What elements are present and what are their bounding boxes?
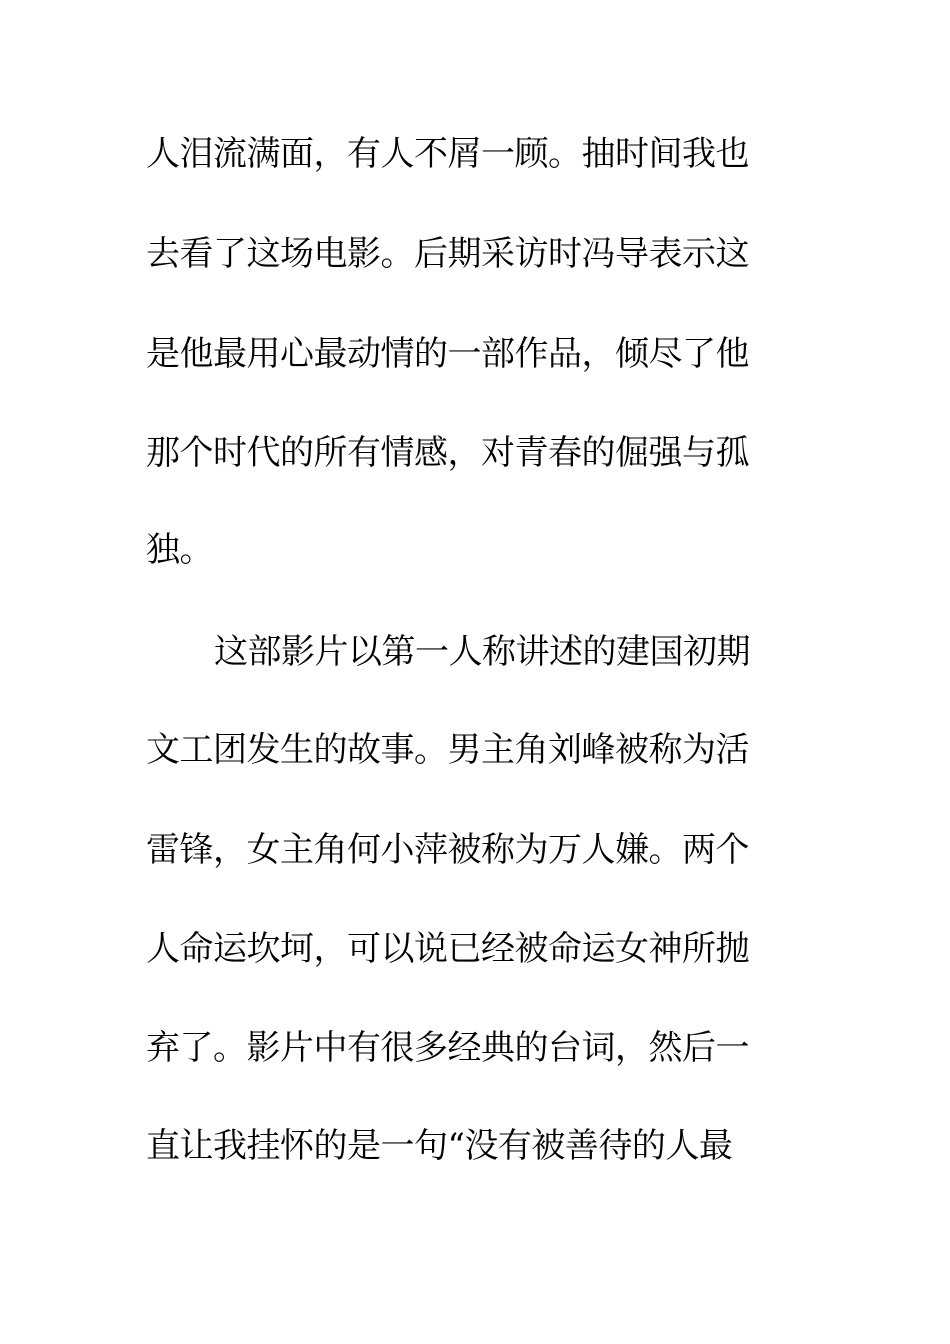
text-line: 独。 bbox=[146, 530, 213, 570]
text-line: 那个时代的所有情感，对青春的倔强与孤 bbox=[146, 433, 749, 473]
text-line-paragraph-start: 这部影片以第一人称讲述的建国初期 bbox=[214, 632, 750, 672]
text-line: 雷锋，女主角何小萍被称为万人嫌。两个 bbox=[146, 830, 749, 870]
text-line: 去看了这场电影。后期采访时冯导表示这 bbox=[146, 234, 749, 274]
text-line: 文工团发生的故事。男主角刘峰被称为活 bbox=[146, 730, 749, 770]
text-line: 人泪流满面，有人不屑一顾。抽时间我也 bbox=[146, 134, 749, 174]
text-line: 人命运坎坷，可以说已经被命运女神所抛 bbox=[146, 929, 749, 969]
text-line: 是他最用心最动情的一部作品，倾尽了他 bbox=[146, 334, 749, 374]
text-line: 弃了。影片中有很多经典的台词，然后一 bbox=[146, 1028, 749, 1068]
text-line: 直让我挂怀的是一句“没有被善待的人最 bbox=[146, 1126, 733, 1166]
